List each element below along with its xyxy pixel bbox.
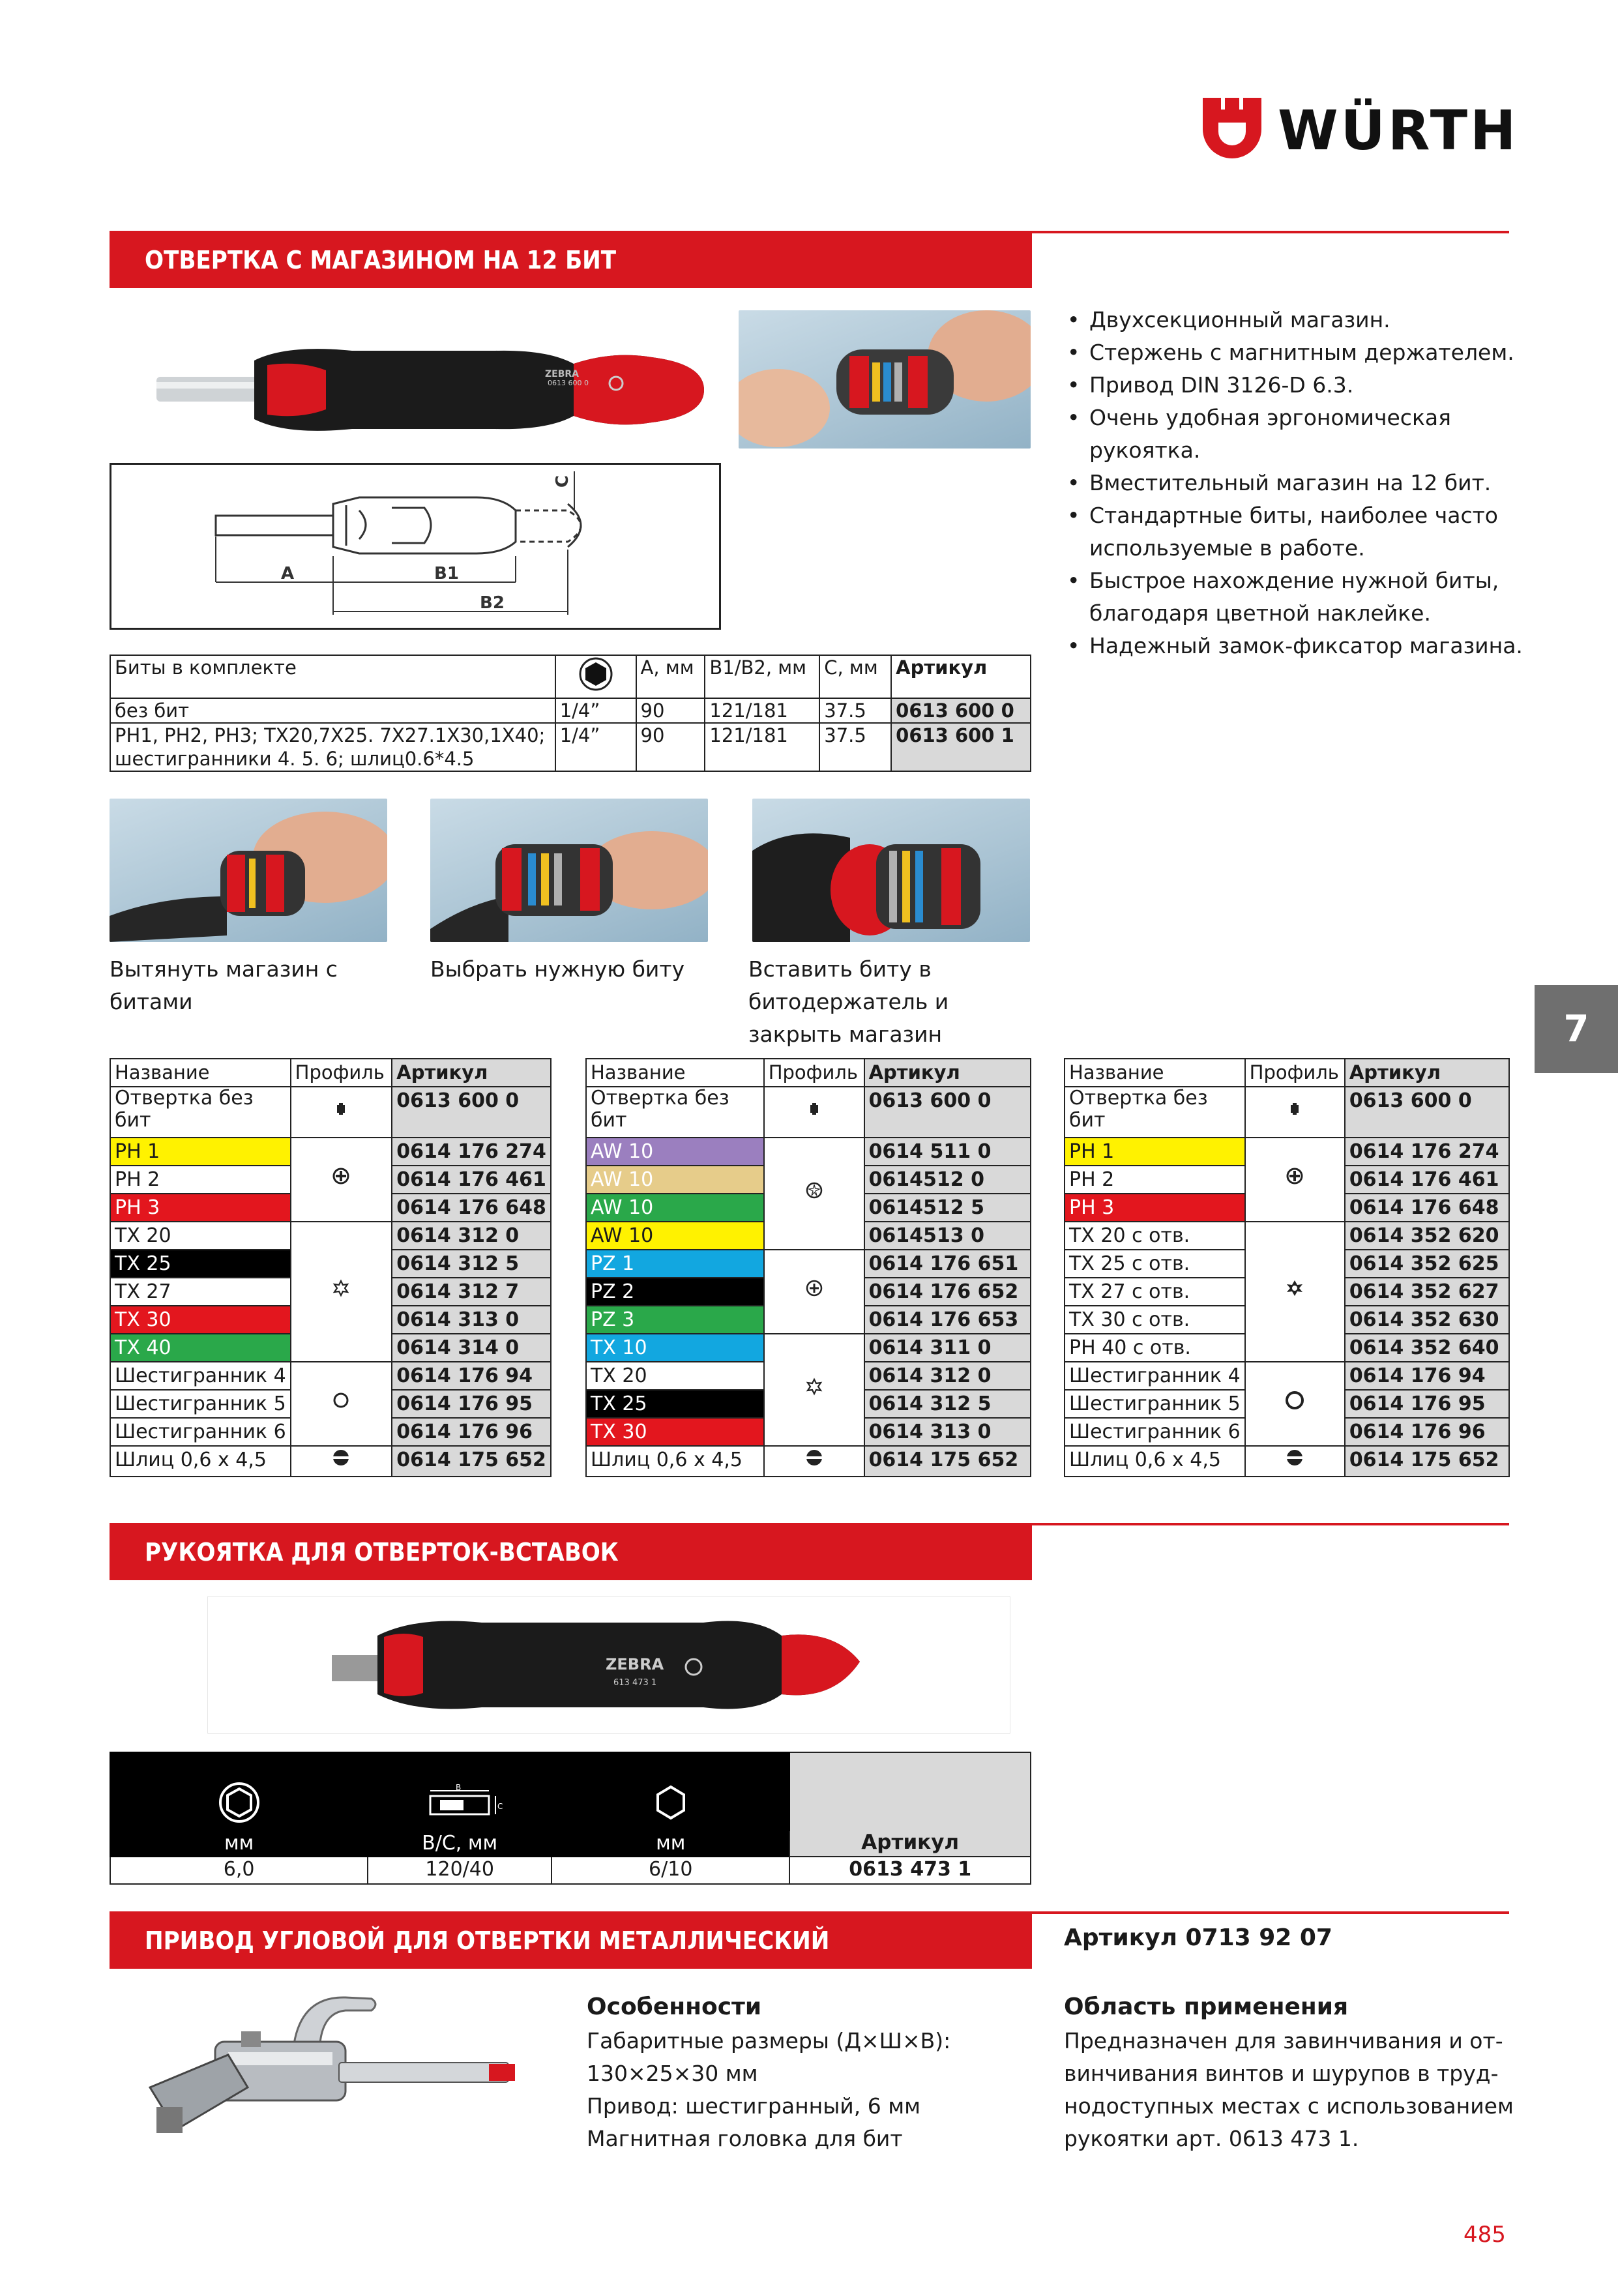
bit-article: 0614 176 94 [1345, 1362, 1509, 1390]
bit-article: 0614 312 5 [864, 1390, 1031, 1418]
handle-value: 6/10 [552, 1857, 789, 1884]
bit-article: 0614 312 5 [392, 1250, 551, 1278]
bit-article: 0614 352 627 [1345, 1278, 1509, 1306]
handle-col-dim [368, 1752, 552, 1831]
feature-bullet: • Стержень с магнитным держателем. [1066, 336, 1535, 369]
product-marking-zebra: ZEBRA [545, 369, 580, 379]
bit-table-3 [1064, 1058, 1510, 1477]
bit-name: Шестигранник 4 [1065, 1362, 1245, 1390]
chapter-tab: 7 [1535, 985, 1618, 1073]
feature-bullets [1066, 304, 1535, 662]
step2-caption: Выбрать нужную биту [430, 956, 685, 982]
drawing-label-c: C [553, 475, 572, 488]
bit-article: 0614 176 648 [1345, 1194, 1509, 1222]
bit-name: Шестигранник 5 [110, 1390, 291, 1418]
spec-cell: 37.5 [819, 698, 891, 723]
spec-article: 0613 600 0 [891, 698, 1031, 723]
feature-line: Габаритные размеры (Д×Ш×В): [587, 2028, 951, 2053]
usage-line: Предназначен для завинчивания и от- [1064, 2028, 1503, 2053]
step1-photo [110, 799, 387, 942]
bit-article: 0614 176 94 [392, 1362, 551, 1390]
bit-table-header [1065, 1059, 1509, 1087]
bit-name: PH 2 [110, 1166, 291, 1194]
slot-profile-icon [803, 1447, 825, 1469]
bit-name: Отвертка без бит [586, 1087, 764, 1138]
bit-article: 0614 176 653 [864, 1306, 1031, 1334]
section3-title: ПРИВОД УГЛОВОЙ ДЛЯ ОТВЕРТКИ МЕТАЛЛИЧЕСКИЙ [110, 1913, 1032, 1969]
dimension-label-c: C [497, 1802, 503, 1811]
bit-name: TX 25 [586, 1390, 764, 1418]
bit-name: TX 40 [110, 1334, 291, 1362]
bit-name: PH 2 [1065, 1166, 1245, 1194]
features-list [587, 2025, 1043, 2155]
torx-profile-icon [803, 1376, 825, 1398]
bit-article: 0614 176 652 [864, 1278, 1031, 1306]
spec-header-article: Артикул [891, 655, 1031, 698]
handle-unit: B/C, мм [368, 1831, 552, 1857]
bit-row [586, 1334, 1031, 1362]
bit-name: Отвертка без бит [1065, 1087, 1245, 1138]
slot-profile-icon [1284, 1447, 1306, 1469]
bit-article: 0614 511 0 [864, 1138, 1031, 1166]
technical-drawing [110, 463, 721, 630]
bit-article: 0614 176 461 [392, 1166, 551, 1194]
spec-header-hex [555, 655, 636, 698]
bit-article: 0614 176 95 [1345, 1390, 1509, 1418]
angle-drive-photo [137, 1990, 541, 2146]
bit-name: PH 3 [1065, 1194, 1245, 1222]
feature-bullet: • Привод DIN 3126-D 6.3. [1066, 369, 1535, 402]
bit-name: PZ 3 [586, 1306, 764, 1334]
pozidriv-profile-icon [803, 1277, 825, 1299]
phillips-profile-icon [330, 1165, 352, 1187]
bit-name: AW 10 [586, 1222, 764, 1250]
bit-article: 0614512 5 [864, 1194, 1031, 1222]
bit-article: 0614 176 274 [392, 1138, 551, 1166]
bit-article: 0614 176 95 [392, 1390, 551, 1418]
bit-row [1065, 1222, 1509, 1250]
hex-socket-icon [579, 657, 613, 691]
handle-table [110, 1752, 1031, 1885]
handle-photo [207, 1596, 1010, 1734]
bit-name: TX 30 с отв. [1065, 1306, 1245, 1334]
step3-caption: Вставить биту в битодержатель и закрыть магазин [748, 956, 949, 1047]
bit-row [110, 1087, 551, 1138]
bit-profile [291, 1138, 392, 1222]
bit-article: 0614 176 96 [392, 1418, 551, 1446]
spec-cell: без бит [110, 698, 555, 723]
bit-name: TX 30 [586, 1418, 764, 1446]
bit-row [1065, 1087, 1509, 1138]
spec-cell: 1/4” [555, 723, 636, 771]
bit-name: TX 27 с отв. [1065, 1278, 1245, 1306]
dimension-label-b: B [456, 1784, 462, 1792]
bit-profile [764, 1334, 864, 1446]
bit-article: 0614 313 0 [864, 1418, 1031, 1446]
feature-bullet: • Стандартные биты, наиболее часто используемые в работе. [1066, 499, 1535, 565]
bit-name: TX 20 с отв. [1065, 1222, 1245, 1250]
bit-name: PH 1 [1065, 1138, 1245, 1166]
features-title: Особенности [587, 1994, 762, 2020]
bit-header-name: Название [586, 1059, 764, 1087]
bit-name: AW 10 [586, 1194, 764, 1222]
handle-unit: мм [552, 1831, 789, 1857]
handle-article: 0613 473 1 [789, 1857, 1031, 1884]
phillips-profile-icon [1284, 1165, 1306, 1187]
handle-marking-zebra: ZEBRA [606, 1655, 664, 1673]
bit-article: 0614513 0 [864, 1222, 1031, 1250]
section2-title: РУКОЯТКА ДЛЯ ОТВЕРТОК-ВСТАВОК [110, 1524, 1032, 1580]
handle-col-hex [110, 1752, 368, 1831]
bit-name: Шлиц 0,6 x 4,5 [110, 1446, 291, 1477]
bit-profile [291, 1362, 392, 1446]
bit-header-profile: Профиль [764, 1059, 864, 1087]
spec-cell: 121/181 [705, 698, 819, 723]
bit-article: 0614 176 461 [1345, 1166, 1509, 1194]
blank-screwdriver-icon [1284, 1098, 1306, 1120]
section3-article: Артикул 0713 92 07 [1064, 1924, 1332, 1951]
bit-profile [764, 1446, 864, 1477]
handle-col-article: Артикул [789, 1752, 1031, 1857]
feature-line: 130×25×30 мм [587, 2061, 758, 2086]
spec-cell: 37.5 [819, 723, 891, 771]
bit-profile [291, 1222, 392, 1362]
bit-name: Шестигранник 6 [1065, 1418, 1245, 1446]
spec-cell: PH1, PH2, PH3; TX20,7X25. 7X27.1X30,1X40; шестигранники 4. 5. 6; шлиц0.6*4.5 [110, 723, 555, 771]
bit-name: PH 1 [110, 1138, 291, 1166]
handle-unit: мм [110, 1831, 368, 1857]
bit-profile [1245, 1087, 1345, 1138]
magazine-photo [739, 310, 1031, 449]
spec-cell: 121/181 [705, 723, 819, 771]
bit-profile [291, 1446, 392, 1477]
handle-product-code: 613 473 1 [613, 1678, 657, 1688]
spec-table [110, 655, 1031, 772]
bit-header-profile: Профиль [1245, 1059, 1345, 1087]
spec-header-b1b2: B1/B2, мм [705, 655, 819, 698]
bit-article: 0614 352 620 [1345, 1222, 1509, 1250]
bit-article: 0614 312 0 [864, 1362, 1031, 1390]
handle-value: 120/40 [368, 1857, 552, 1884]
bit-name: Отвертка без бит [110, 1087, 291, 1138]
step1-caption: Вытянуть магазин с битами [110, 956, 338, 1014]
feature-bullet: • Двухсекционный магазин. [1066, 304, 1535, 336]
torx-tamper-profile-icon [1284, 1277, 1306, 1299]
bit-header-name: Название [110, 1059, 291, 1087]
feature-bullet: • Очень удобная эргономическая рукоятка. [1066, 402, 1535, 467]
bit-article: 0614 176 648 [392, 1194, 551, 1222]
section1-title: ОТВЕРТКА С МАГАЗИНОМ НА 12 БИТ [110, 232, 1032, 288]
bit-header-article: Артикул [392, 1059, 551, 1087]
bit-name: PZ 1 [586, 1250, 764, 1278]
spec-cell: 1/4” [555, 698, 636, 723]
screwdriver-photo [156, 325, 717, 455]
bit-name: PH 40 с отв. [1065, 1334, 1245, 1362]
feature-bullet: • Быстрое нахождение нужной биты, благодаря цветной наклейке. [1066, 565, 1535, 630]
bit-table-2 [585, 1058, 1031, 1477]
bit-table-header [110, 1059, 551, 1087]
bit-row [110, 1446, 551, 1477]
bit-article: 0613 600 0 [864, 1087, 1031, 1138]
usage-line: винчивания винтов и шурупов в труд- [1064, 2061, 1499, 2086]
spec-header-bits: Биты в комплекте [110, 655, 555, 698]
bit-article: 0614 175 652 [1345, 1446, 1509, 1477]
spec-cell: 90 [636, 698, 705, 723]
usage-title: Область применения [1064, 1994, 1349, 2020]
bit-article: 0613 600 0 [392, 1087, 551, 1138]
torx-profile-icon [330, 1277, 352, 1299]
feature-bullet: • Вместительный магазин на 12 бит. [1066, 467, 1535, 499]
bit-article: 0614 175 652 [392, 1446, 551, 1477]
bit-name: PH 3 [110, 1194, 291, 1222]
bit-header-name: Название [1065, 1059, 1245, 1087]
bit-row [1065, 1138, 1509, 1166]
bit-name: TX 20 [586, 1362, 764, 1390]
hex-socket-icon [218, 1782, 260, 1823]
bit-name: PZ 2 [586, 1278, 764, 1306]
drawing-label-a: A [281, 564, 295, 583]
bit-article: 0614 352 625 [1345, 1250, 1509, 1278]
bit-row [586, 1250, 1031, 1278]
bit-article: 0614 176 274 [1345, 1138, 1509, 1166]
feature-bullet: • Надежный замок-фиксатор магазина. [1066, 630, 1535, 662]
bit-profile [764, 1087, 864, 1138]
bit-article: 0614 312 7 [392, 1278, 551, 1306]
bit-article: 0614 352 630 [1345, 1306, 1509, 1334]
bit-header-article: Артикул [864, 1059, 1031, 1087]
bit-article: 0614 311 0 [864, 1334, 1031, 1362]
usage-line: рукоятки арт. 0613 473 1. [1064, 2126, 1359, 2151]
usage-line: нодоступных местах с использованием [1064, 2093, 1514, 2119]
bit-name: AW 10 [586, 1138, 764, 1166]
bit-profile [1245, 1362, 1345, 1446]
bit-name: TX 10 [586, 1334, 764, 1362]
hex-profile-icon [1284, 1389, 1306, 1411]
bit-article: 0613 600 0 [1345, 1087, 1509, 1138]
bit-name: TX 30 [110, 1306, 291, 1334]
handle-value: 6,0 [110, 1857, 368, 1884]
bit-article: 0614 352 640 [1345, 1334, 1509, 1362]
bit-article: 0614 176 96 [1345, 1418, 1509, 1446]
spec-header-a: A, мм [636, 655, 705, 698]
bit-name: Шлиц 0,6 x 4,5 [586, 1446, 764, 1477]
bit-profile [1245, 1222, 1345, 1362]
aw-profile-icon [803, 1179, 825, 1201]
bit-row [110, 1138, 551, 1166]
bit-name: TX 25 [110, 1250, 291, 1278]
bit-name: Шестигранник 4 [110, 1362, 291, 1390]
bit-profile [1245, 1138, 1345, 1222]
bit-row [1065, 1362, 1509, 1390]
svg-text:0613 600 0: 0613 600 0 [548, 379, 589, 387]
bit-name: Шестигранник 5 [1065, 1390, 1245, 1418]
feature-line: Магнитная головка для бит [587, 2126, 903, 2151]
step3-photo [752, 799, 1030, 942]
bit-name: TX 20 [110, 1222, 291, 1250]
bit-name: Шлиц 0,6 x 4,5 [1065, 1446, 1245, 1477]
bit-header-article: Артикул [1345, 1059, 1509, 1087]
bit-article: 0614 314 0 [392, 1334, 551, 1362]
bit-profile [764, 1250, 864, 1334]
bit-table-1 [110, 1058, 552, 1477]
bit-row [586, 1087, 1031, 1138]
bit-header-profile: Профиль [291, 1059, 392, 1087]
bit-row [1065, 1446, 1509, 1477]
bit-profile [1245, 1446, 1345, 1477]
drawing-label-b1: B1 [434, 564, 459, 583]
bit-table-header [586, 1059, 1031, 1087]
handle-col-hexkey [552, 1752, 789, 1831]
drawing-label-b2: B2 [480, 593, 505, 613]
hex-profile-icon [330, 1389, 352, 1411]
bit-row [586, 1446, 1031, 1477]
spec-header-c: C, мм [819, 655, 891, 698]
bit-row [110, 1222, 551, 1250]
spec-article: 0613 600 1 [891, 723, 1031, 771]
bit-article: 0614 175 652 [864, 1446, 1031, 1477]
bit-name: TX 27 [110, 1278, 291, 1306]
blank-screwdriver-icon [803, 1098, 825, 1120]
bit-name: Шестигранник 6 [110, 1418, 291, 1446]
bit-article: 0614 312 0 [392, 1222, 551, 1250]
page-number: 485 [1464, 2222, 1506, 2248]
slot-profile-icon [330, 1447, 352, 1469]
bit-article: 0614 176 651 [864, 1250, 1031, 1278]
blank-screwdriver-icon [330, 1098, 352, 1120]
bit-article: 0614512 0 [864, 1166, 1031, 1194]
bit-row [110, 1362, 551, 1390]
bit-name: AW 10 [586, 1166, 764, 1194]
bit-profile [291, 1087, 392, 1138]
hex-key-icon [650, 1782, 692, 1823]
usage-text [1064, 2025, 1514, 2155]
wurth-logo-mark [1203, 98, 1261, 162]
bit-profile [764, 1138, 864, 1250]
feature-line: Привод: шестигранный, 6 мм [587, 2093, 920, 2119]
step2-photo [430, 799, 708, 942]
spec-cell: 90 [636, 723, 705, 771]
dimension-icon [414, 1784, 505, 1823]
wurth-logo-text: WÜRTH [1278, 98, 1519, 162]
bit-name: TX 25 с отв. [1065, 1250, 1245, 1278]
bit-row [586, 1138, 1031, 1166]
bit-article: 0614 313 0 [392, 1306, 551, 1334]
